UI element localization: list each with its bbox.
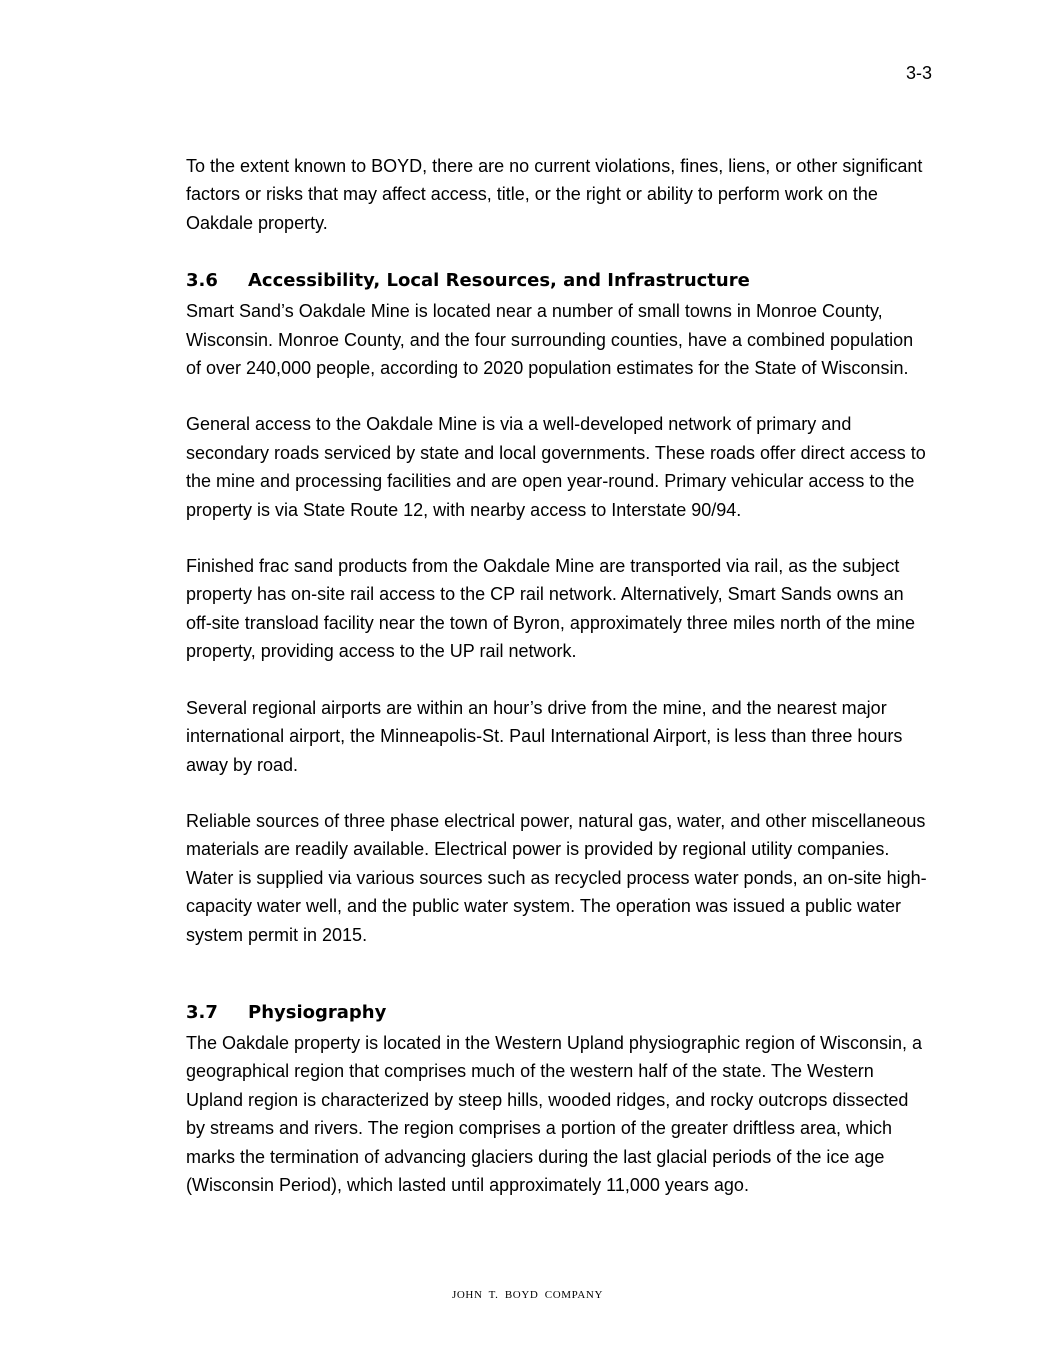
page-footer: JOHN T. BOYD COMPANY [452,1289,603,1301]
page-number: 3-3 [905,63,932,83]
paragraph: Reliable sources of three phase electrical power, natural gas, water, and other miscellaneous materials are readily available. Electrical power is provided by regional utility companies. Water is supplied via various sources such as recycled process water ponds, an on-site high-capacity water well, and the public water system. The operation was issued a public water system permit in 2015. [186,810,927,945]
section-title: Accessibility, Local Resources, and Infrastructure [248,270,750,292]
section-number: 3.6 [186,270,218,292]
paragraph: The Oakdale property is located in the Western Upland physiographic region of Wisconsin, a geographical region that comprises much of the western half of the state. The Western Upland region is characterized by steep hills, wooded ridges, and rocky outcrops dissected by streams and rivers. The region comprises a portion of the greater driftless area, which marks the termination of advancing glaciers during the last glacial periods of the ice age (Wisconsin Period), which lasted until approximately 11,000 years ago. [186,1032,923,1195]
paragraph: General access to the Oakdale Mine is via a well-developed network of primary and secondary roads serviced by state and local governments. These roads offer direct access to the mine and processing facilities and are open year-round. Primary vehicular access to the property is via State Route 12, with nearby access to Interstate 90/94. [186,414,926,520]
paragraph: Several regional airports are within an hour’s drive from the mine, and the nearest major international airport, the Minneapolis-St. Paul International Airport, is less than three hours away by road. [186,697,903,775]
intro-paragraph: To the extent known to BOYD, there are no current violations, fines, liens, or other significant factors or risks that may affect access, title, or the right or ability to perform work on the Oakdale property. [186,156,923,233]
section-heading-3-7 [186,999,931,1027]
section-heading-3-6 [186,267,931,295]
section-title: Physiography [248,1001,387,1023]
document-body [186,152,931,1199]
paragraph: Finished frac sand products from the Oakdale Mine are transported via rail, as the subject property has on-site rail access to the CP rail network. Alternatively, Smart Sands owns an off-site transload facility near the town of Byron, approximately three miles north of the mine property, providing access to the UP rail network. [186,556,916,662]
paragraph: Smart Sand’s Oakdale Mine is located near a number of small towns in Monroe County, Wisconsin. Monroe County, and the four surrounding counties, have a combined population of over 240,000 people, according to 2020 population estimates for the State of Wisconsin. [186,301,914,379]
section-number: 3.7 [186,1001,218,1023]
